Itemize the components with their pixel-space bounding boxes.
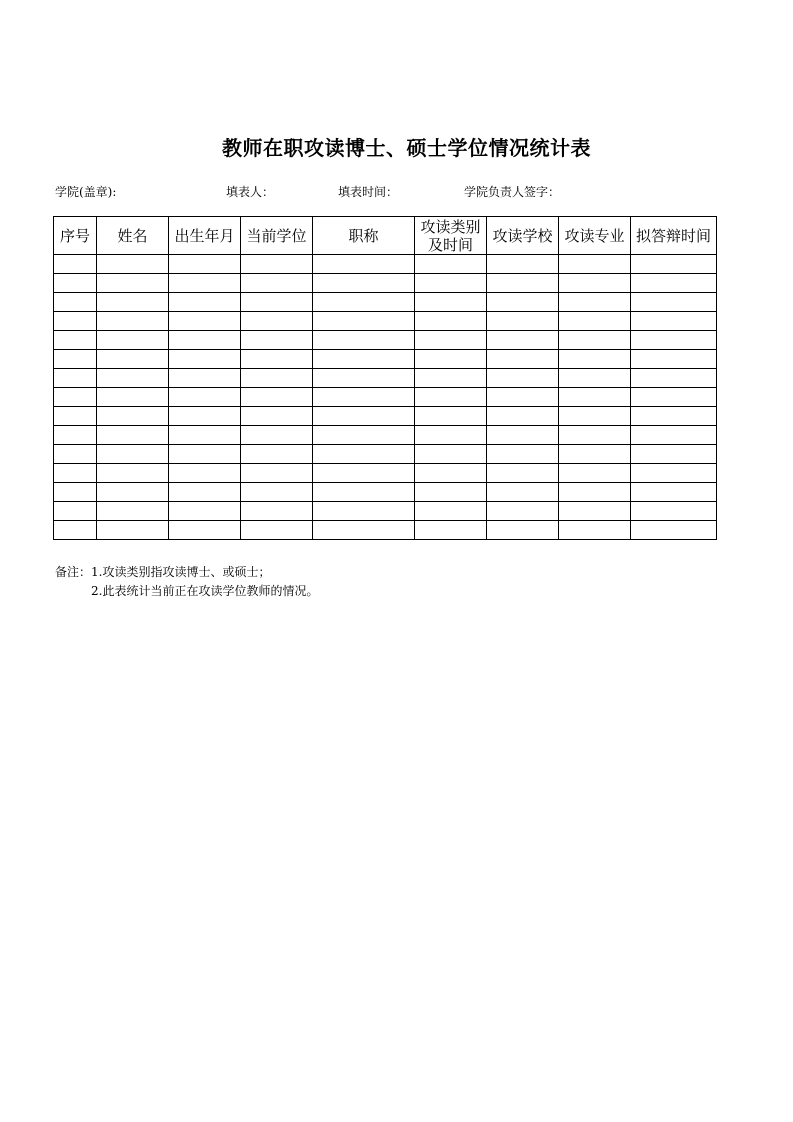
table-row bbox=[54, 369, 717, 388]
table-cell[interactable] bbox=[559, 426, 631, 445]
table-cell[interactable] bbox=[97, 388, 169, 407]
table-cell[interactable] bbox=[97, 274, 169, 293]
table-cell[interactable] bbox=[54, 521, 97, 540]
table-cell[interactable] bbox=[415, 255, 487, 274]
table-cell[interactable] bbox=[241, 483, 313, 502]
table-cell[interactable] bbox=[631, 255, 717, 274]
table-cell[interactable] bbox=[169, 388, 241, 407]
table-cell[interactable] bbox=[631, 331, 717, 350]
table-cell[interactable] bbox=[415, 426, 487, 445]
table-cell[interactable] bbox=[241, 502, 313, 521]
table-cell[interactable] bbox=[54, 445, 97, 464]
form-info-row bbox=[0, 183, 793, 199]
table-cell[interactable] bbox=[559, 369, 631, 388]
table-cell[interactable] bbox=[54, 483, 97, 502]
table-cell[interactable] bbox=[54, 426, 97, 445]
table-cell[interactable] bbox=[487, 293, 559, 312]
table-cell[interactable] bbox=[97, 312, 169, 331]
table-cell[interactable] bbox=[169, 407, 241, 426]
table-cell[interactable] bbox=[487, 331, 559, 350]
table-cell[interactable] bbox=[54, 274, 97, 293]
table-cell[interactable] bbox=[313, 312, 415, 331]
table-cell[interactable] bbox=[97, 502, 169, 521]
header-title: 职称 bbox=[313, 217, 415, 255]
header-major: 攻读专业 bbox=[559, 217, 631, 255]
table-cell[interactable] bbox=[241, 331, 313, 350]
table-cell[interactable] bbox=[313, 483, 415, 502]
table-cell[interactable] bbox=[415, 331, 487, 350]
table-cell[interactable] bbox=[313, 274, 415, 293]
table-cell[interactable] bbox=[54, 293, 97, 312]
table-cell[interactable] bbox=[487, 521, 559, 540]
table-cell[interactable] bbox=[169, 502, 241, 521]
table-cell[interactable] bbox=[415, 521, 487, 540]
table-header-row bbox=[54, 217, 717, 255]
table-row bbox=[54, 464, 717, 483]
table-cell[interactable] bbox=[313, 293, 415, 312]
table-row bbox=[54, 255, 717, 274]
table-cell[interactable] bbox=[169, 464, 241, 483]
table-row bbox=[54, 483, 717, 502]
table-cell[interactable] bbox=[631, 312, 717, 331]
table-cell[interactable] bbox=[487, 483, 559, 502]
table-cell[interactable] bbox=[241, 293, 313, 312]
table-cell[interactable] bbox=[559, 293, 631, 312]
table-cell[interactable] bbox=[241, 369, 313, 388]
table-row bbox=[54, 521, 717, 540]
table-cell[interactable] bbox=[487, 464, 559, 483]
table-cell[interactable] bbox=[487, 274, 559, 293]
table-cell[interactable] bbox=[559, 464, 631, 483]
table-cell[interactable] bbox=[487, 407, 559, 426]
table-cell[interactable] bbox=[415, 388, 487, 407]
table-cell[interactable] bbox=[54, 464, 97, 483]
dean-signature-label: 学院负责人签字： bbox=[464, 185, 561, 199]
table-row bbox=[54, 426, 717, 445]
table-cell[interactable] bbox=[631, 293, 717, 312]
table-cell[interactable] bbox=[415, 464, 487, 483]
table-cell[interactable] bbox=[631, 464, 717, 483]
table-row bbox=[54, 274, 717, 293]
table-cell[interactable] bbox=[241, 255, 313, 274]
table-cell[interactable] bbox=[54, 369, 97, 388]
table-cell[interactable] bbox=[97, 407, 169, 426]
table-cell[interactable] bbox=[487, 388, 559, 407]
header-school: 攻读学校 bbox=[487, 217, 559, 255]
table-cell[interactable] bbox=[241, 312, 313, 331]
table-cell[interactable] bbox=[631, 369, 717, 388]
header-defense-time: 拟答辩时间 bbox=[631, 217, 717, 255]
table-cell[interactable] bbox=[487, 312, 559, 331]
form-title: 教师在职攻读博士、硕士学位情况统计表 bbox=[222, 136, 591, 160]
table-cell[interactable] bbox=[169, 369, 241, 388]
table-cell[interactable] bbox=[559, 521, 631, 540]
table-cell[interactable] bbox=[313, 407, 415, 426]
fill-time-label: 填表时间： bbox=[338, 185, 399, 199]
table-cell[interactable] bbox=[54, 331, 97, 350]
table-cell[interactable] bbox=[631, 388, 717, 407]
table-cell[interactable] bbox=[313, 445, 415, 464]
table-cell[interactable] bbox=[631, 445, 717, 464]
table-cell[interactable] bbox=[54, 312, 97, 331]
table-cell[interactable] bbox=[313, 502, 415, 521]
table-row bbox=[54, 312, 717, 331]
table-cell[interactable] bbox=[54, 350, 97, 369]
table-row bbox=[54, 502, 717, 521]
table-cell[interactable] bbox=[313, 388, 415, 407]
header-current-degree: 当前学位 bbox=[241, 217, 313, 255]
table-cell[interactable] bbox=[241, 407, 313, 426]
table-cell[interactable] bbox=[241, 464, 313, 483]
table-cell[interactable] bbox=[97, 483, 169, 502]
table-cell[interactable] bbox=[487, 445, 559, 464]
table-cell[interactable] bbox=[313, 350, 415, 369]
table-cell[interactable] bbox=[169, 521, 241, 540]
table-cell[interactable] bbox=[487, 426, 559, 445]
table-cell[interactable] bbox=[169, 312, 241, 331]
table-cell[interactable] bbox=[313, 331, 415, 350]
table-cell[interactable] bbox=[97, 426, 169, 445]
table-cell[interactable] bbox=[313, 521, 415, 540]
statistics-table bbox=[53, 216, 717, 540]
table-cell[interactable] bbox=[415, 445, 487, 464]
table-cell[interactable] bbox=[559, 350, 631, 369]
table-cell[interactable] bbox=[54, 502, 97, 521]
table-cell[interactable] bbox=[487, 255, 559, 274]
table-row bbox=[54, 445, 717, 464]
note-line-1: 备注：1.攻读类别指攻读博士、或硕士； bbox=[55, 565, 271, 579]
table-cell[interactable] bbox=[487, 502, 559, 521]
table-cell[interactable] bbox=[559, 407, 631, 426]
table-cell[interactable] bbox=[415, 312, 487, 331]
table-cell[interactable] bbox=[415, 293, 487, 312]
table-cell[interactable] bbox=[97, 350, 169, 369]
table-cell[interactable] bbox=[631, 521, 717, 540]
table-cell[interactable] bbox=[415, 274, 487, 293]
table-cell[interactable] bbox=[241, 388, 313, 407]
table-row bbox=[54, 350, 717, 369]
table-cell[interactable] bbox=[487, 350, 559, 369]
header-name: 姓名 bbox=[97, 217, 169, 255]
table-cell[interactable] bbox=[241, 426, 313, 445]
table-cell[interactable] bbox=[415, 502, 487, 521]
table-row bbox=[54, 331, 717, 350]
table-cell[interactable] bbox=[631, 483, 717, 502]
table-cell[interactable] bbox=[631, 426, 717, 445]
table-cell[interactable] bbox=[169, 483, 241, 502]
table-cell[interactable] bbox=[559, 483, 631, 502]
table-cell[interactable] bbox=[241, 274, 313, 293]
notes bbox=[55, 563, 318, 601]
table-cell[interactable] bbox=[313, 255, 415, 274]
table-cell[interactable] bbox=[559, 255, 631, 274]
table-cell[interactable] bbox=[559, 445, 631, 464]
table-cell[interactable] bbox=[313, 369, 415, 388]
table-cell[interactable] bbox=[241, 445, 313, 464]
header-serial-number: 序号 bbox=[54, 217, 97, 255]
table-cell[interactable] bbox=[54, 388, 97, 407]
table-cell[interactable] bbox=[559, 274, 631, 293]
table-cell[interactable] bbox=[97, 369, 169, 388]
table-cell[interactable] bbox=[54, 407, 97, 426]
filler-label: 填表人： bbox=[226, 185, 275, 199]
table-cell[interactable] bbox=[241, 350, 313, 369]
table-cell[interactable] bbox=[631, 350, 717, 369]
table-cell[interactable] bbox=[559, 388, 631, 407]
table-cell[interactable] bbox=[415, 407, 487, 426]
table-cell[interactable] bbox=[97, 293, 169, 312]
table-cell[interactable] bbox=[241, 521, 313, 540]
table-cell[interactable] bbox=[169, 350, 241, 369]
table-cell[interactable] bbox=[97, 521, 169, 540]
table-cell[interactable] bbox=[313, 426, 415, 445]
table-cell[interactable] bbox=[169, 445, 241, 464]
table-cell[interactable] bbox=[97, 445, 169, 464]
table-cell[interactable] bbox=[415, 369, 487, 388]
table-body bbox=[54, 255, 717, 540]
table-row bbox=[54, 388, 717, 407]
college-seal-label: 学院(盖章): bbox=[55, 185, 117, 199]
table-cell[interactable] bbox=[631, 502, 717, 521]
table-cell[interactable] bbox=[415, 483, 487, 502]
table-cell[interactable] bbox=[631, 274, 717, 293]
table-cell[interactable] bbox=[313, 464, 415, 483]
header-study-type-time: 攻读类别及时间 bbox=[415, 217, 487, 255]
table-cell[interactable] bbox=[97, 331, 169, 350]
note-line-2: 2.此表统计当前正在攻读学位教师的情况。 bbox=[91, 584, 319, 598]
table-cell[interactable] bbox=[559, 312, 631, 331]
table-cell[interactable] bbox=[169, 274, 241, 293]
table-cell[interactable] bbox=[169, 255, 241, 274]
table-cell[interactable] bbox=[97, 255, 169, 274]
table-cell[interactable] bbox=[54, 255, 97, 274]
table-cell[interactable] bbox=[169, 331, 241, 350]
table-cell[interactable] bbox=[631, 407, 717, 426]
table-cell[interactable] bbox=[487, 369, 559, 388]
table-cell[interactable] bbox=[169, 426, 241, 445]
table-cell[interactable] bbox=[415, 350, 487, 369]
table-cell[interactable] bbox=[169, 293, 241, 312]
table-row bbox=[54, 293, 717, 312]
table-cell[interactable] bbox=[559, 331, 631, 350]
table-cell[interactable] bbox=[97, 464, 169, 483]
header-birth-date: 出生年月 bbox=[169, 217, 241, 255]
table-cell[interactable] bbox=[559, 502, 631, 521]
table-row bbox=[54, 407, 717, 426]
